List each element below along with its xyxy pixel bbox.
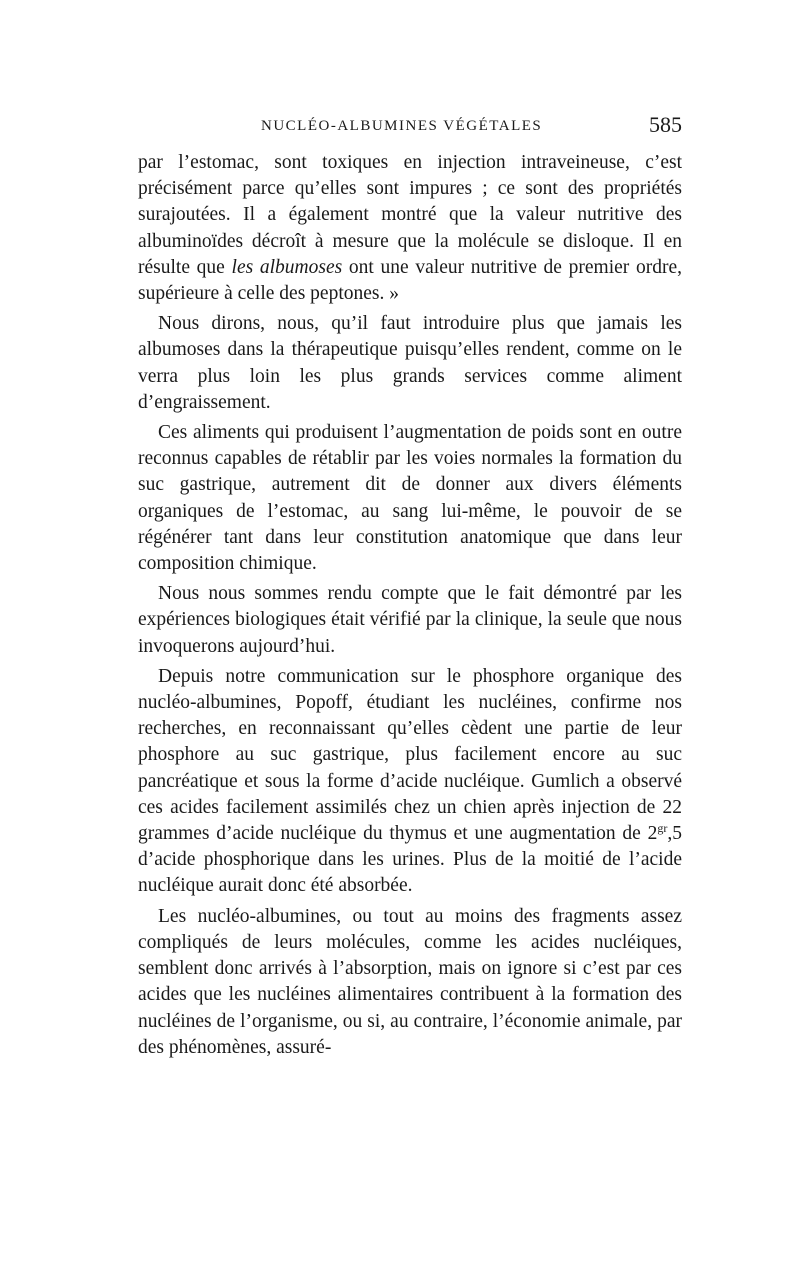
paragraph	[138, 904, 682, 1061]
paragraph-text: ont une valeur nutritive de premier ordre, supérieure à celle des peptones. »	[138, 256, 682, 305]
paragraph	[138, 311, 682, 416]
paragraph-text: ,5 d’acide phosphorique dans les urines. Plus de la moitié de l’acide nucléique aurait donc été absorbée.	[138, 823, 682, 897]
paragraph-text: Les nucléo-albumines, ou tout au moins des fragments assez compliqués de leurs molécules, comme les acides nucléiques, semblent donc arrivés à l’absorption, mais on ignore si c’est par ces acides que les nucléines alimentaires contribuent à la formation des nucléines de l’organisme, ou si, au contraire, l’économie animale, par des phénomènes, assuré-	[138, 905, 682, 1058]
paragraph-text: Nous dirons, nous, qu’il faut introduire plus que jamais les albumoses dans la thérapeutique puisqu’elles rendent, comme on le verra plus loin les plus grands services comme aliment d’engraissement.	[138, 313, 682, 413]
paragraph-text: Depuis notre communication sur le phosphore organique des nucléo-albumines, Popoff, étudiant les nucléines, confirme nos recherches, en reconnaissant qu’elles cèdent une partie de leur phosphore au suc gastrique, plus facilement encore au suc pancréatique et sous la forme d’acide nucléique. Gumlich a observé ces acides facilement assimilés chez un chien après injection de 22 grammes d’acide nucléique du thymus et une augmentation de 2	[138, 665, 682, 845]
paragraph	[138, 664, 682, 900]
running-title: NUCLÉO-ALBUMINES VÉGÉTALES	[261, 118, 543, 134]
body-text	[138, 150, 682, 1061]
paragraph	[138, 420, 682, 577]
paragraph-text: Ces aliments qui produisent l’augmentation de poids sont en outre reconnus capables de rétablir par les voies normales la formation du suc gastrique, autrement dit de donner aux divers éléments organiques de l’estomac, au sang lui-même, le pouvoir de se régénérer tant dans leur constitution anatomique que dans leur composition chimique.	[138, 422, 682, 575]
italic-text: les albumoses	[231, 256, 343, 278]
page-number: 585	[649, 112, 682, 137]
paragraph-text: par l’estomac, sont toxiques en injection intraveineuse, c’est précisément parce qu’elles sont impures ; ce sont des propriétés surajoutées. Il a également montré que la valeur nutritive des albuminoïdes décroît à mesure que la molécule se disloque. Il en résulte que	[138, 152, 682, 278]
page-header	[137, 112, 682, 142]
paragraph	[138, 581, 682, 660]
superscript-text: gr	[657, 821, 668, 836]
paragraph	[138, 150, 682, 307]
paragraph-text: Nous nous sommes rendu compte que le fait démontré par les expériences biologiques était vérifié par la clinique, la seule que nous invoquerons aujourd’hui.	[138, 583, 682, 657]
